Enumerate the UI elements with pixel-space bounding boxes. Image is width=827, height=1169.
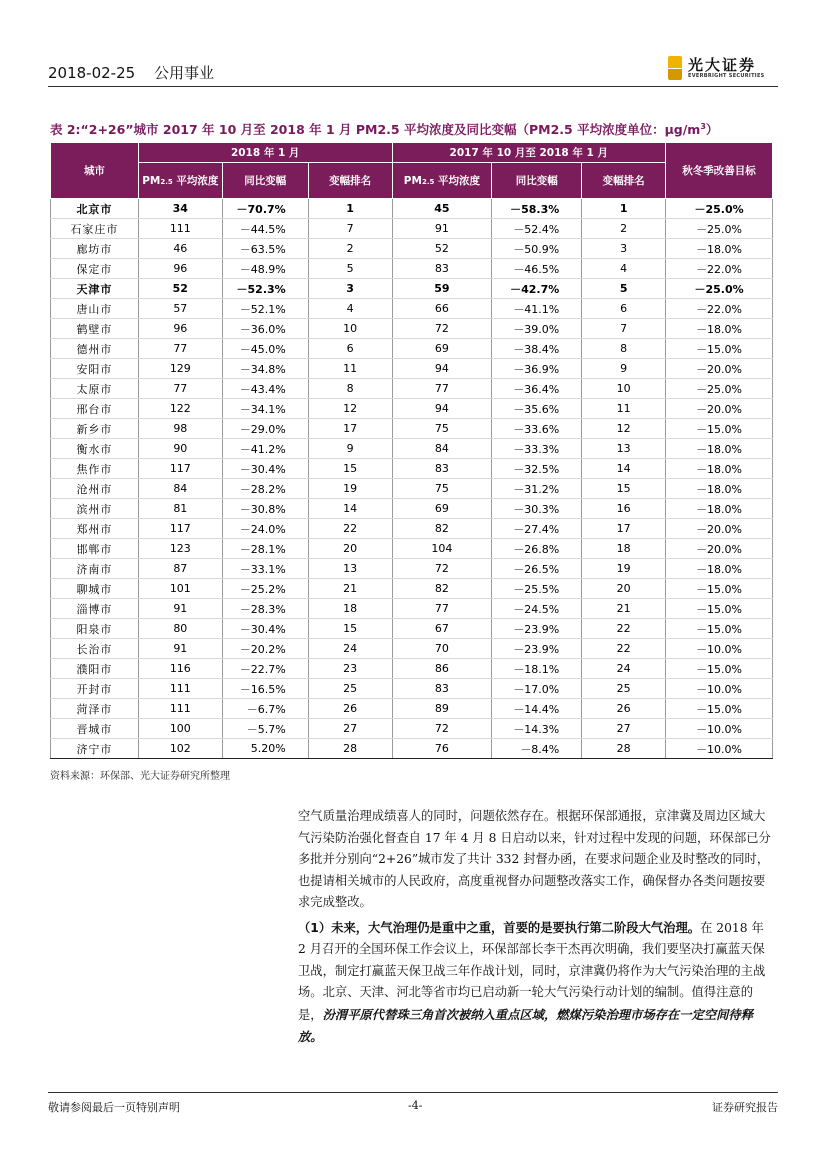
everbright-logo (668, 52, 778, 84)
cell-jan-rank: 27 (308, 719, 392, 739)
table-row (51, 479, 773, 499)
cell-jan-chg: －28.2% (222, 479, 308, 499)
cell-jan-rank: 4 (308, 299, 392, 319)
cell-jan-rank: 10 (308, 319, 392, 339)
cell-city: 北京市 (51, 199, 139, 219)
cell-city: 太原市 (51, 379, 139, 399)
header-period-rank: 变幅排名 (582, 163, 666, 199)
cell-jan-pm: 101 (138, 579, 222, 599)
cell-city: 郑州市 (51, 519, 139, 539)
cell-jan-chg: －28.1% (222, 539, 308, 559)
cell-p-rank: 6 (582, 299, 666, 319)
table-row (51, 579, 773, 599)
table-row (51, 519, 773, 539)
cell-jan-pm: 34 (138, 199, 222, 219)
cell-target: －10.0% (666, 679, 773, 699)
cell-jan-rank: 3 (308, 279, 392, 299)
cell-p-pm: 83 (392, 459, 492, 479)
cell-jan-chg: －16.5% (222, 679, 308, 699)
cell-target: －10.0% (666, 639, 773, 659)
cell-jan-rank: 8 (308, 379, 392, 399)
cell-p-chg: －46.5% (492, 259, 582, 279)
cell-target: －15.0% (666, 619, 773, 639)
cell-city: 焦作市 (51, 459, 139, 479)
table-title-main: 表 2:“2+26”城市 2017 年 10 月至 2018 年 1 月 PM2.5 平均浓度及同比变幅（PM2.5 平均浓度单位：μg/m (50, 122, 701, 137)
table-row (51, 599, 773, 619)
cell-p-pm: 69 (392, 339, 492, 359)
cell-city: 晋城市 (51, 719, 139, 739)
cell-p-pm: 66 (392, 299, 492, 319)
table-row (51, 739, 773, 759)
cell-p-rank: 17 (582, 519, 666, 539)
cell-jan-chg: －52.1% (222, 299, 308, 319)
paragraph-2-lead: （1）未来，大气治理仍是重中之重，首要的是要执行第二阶段大气治理。 (298, 920, 701, 935)
cell-target: －18.0% (666, 319, 773, 339)
cell-jan-pm: 87 (138, 559, 222, 579)
cell-jan-pm: 91 (138, 639, 222, 659)
cell-jan-rank: 13 (308, 559, 392, 579)
paragraph-2 (298, 918, 775, 1049)
cell-city: 唐山市 (51, 299, 139, 319)
cell-jan-pm: 111 (138, 679, 222, 699)
cell-city: 新乡市 (51, 419, 139, 439)
cell-p-chg: －30.3% (492, 499, 582, 519)
cell-jan-pm: 129 (138, 359, 222, 379)
cell-jan-rank: 24 (308, 639, 392, 659)
page-header (48, 50, 778, 86)
table-title-sup: 3 (700, 121, 706, 131)
cell-target: －15.0% (666, 599, 773, 619)
cell-p-chg: －35.6% (492, 399, 582, 419)
cell-target: －20.0% (666, 399, 773, 419)
cell-jan-rank: 20 (308, 539, 392, 559)
cell-target: －25.0% (666, 199, 773, 219)
cell-target: －10.0% (666, 719, 773, 739)
cell-p-chg: －23.9% (492, 639, 582, 659)
cell-p-chg: －33.6% (492, 419, 582, 439)
cell-jan-rank: 19 (308, 479, 392, 499)
table-row (51, 339, 773, 359)
cell-p-chg: －18.1% (492, 659, 582, 679)
table-row (51, 259, 773, 279)
cell-p-rank: 21 (582, 599, 666, 619)
cell-jan-rank: 28 (308, 739, 392, 759)
cell-p-chg: －27.4% (492, 519, 582, 539)
cell-jan-pm: 116 (138, 659, 222, 679)
table-row (51, 639, 773, 659)
table-row (51, 299, 773, 319)
cell-jan-pm: 102 (138, 739, 222, 759)
header-group-period: 2017 年 10 月至 2018 年 1 月 (392, 143, 666, 163)
cell-target: －15.0% (666, 659, 773, 679)
logo-text-en: EVERBRIGHT SECURITIES (688, 73, 765, 79)
cell-p-chg: －31.2% (492, 479, 582, 499)
cell-jan-pm: 122 (138, 399, 222, 419)
cell-city: 菏泽市 (51, 699, 139, 719)
cell-jan-chg: －45.0% (222, 339, 308, 359)
cell-p-rank: 25 (582, 679, 666, 699)
cell-jan-chg: －6.7% (222, 699, 308, 719)
cell-jan-chg: －30.4% (222, 619, 308, 639)
cell-p-rank: 15 (582, 479, 666, 499)
cell-p-pm: 86 (392, 659, 492, 679)
cell-target: －18.0% (666, 459, 773, 479)
cell-jan-chg: －5.7% (222, 719, 308, 739)
cell-jan-chg: －33.1% (222, 559, 308, 579)
cell-p-chg: －50.9% (492, 239, 582, 259)
cell-p-rank: 22 (582, 639, 666, 659)
cell-p-chg: －26.5% (492, 559, 582, 579)
cell-p-chg: －14.4% (492, 699, 582, 719)
logo-mark-icon (668, 56, 682, 80)
cell-p-rank: 4 (582, 259, 666, 279)
cell-jan-pm: 80 (138, 619, 222, 639)
table-row (51, 219, 773, 239)
cell-p-pm: 67 (392, 619, 492, 639)
header-jan-rank: 变幅排名 (308, 163, 392, 199)
header-meta (48, 62, 228, 83)
cell-p-pm: 59 (392, 279, 492, 299)
table-row (51, 319, 773, 339)
cell-p-pm: 72 (392, 319, 492, 339)
cell-jan-chg: －36.0% (222, 319, 308, 339)
cell-target: －25.0% (666, 279, 773, 299)
cell-p-chg: －36.9% (492, 359, 582, 379)
cell-p-chg: －33.3% (492, 439, 582, 459)
table-body (51, 199, 773, 759)
cell-p-pm: 75 (392, 479, 492, 499)
table-row (51, 459, 773, 479)
cell-p-chg: －52.4% (492, 219, 582, 239)
cell-p-chg: －36.4% (492, 379, 582, 399)
header-city: 城市 (51, 143, 139, 199)
cell-jan-pm: 81 (138, 499, 222, 519)
cell-jan-rank: 14 (308, 499, 392, 519)
cell-city: 安阳市 (51, 359, 139, 379)
footer-report-type: 证券研究报告 (712, 1101, 778, 1114)
report-sector: 公用事业 (153, 64, 214, 82)
cell-jan-pm: 77 (138, 379, 222, 399)
table-row (51, 439, 773, 459)
cell-city: 济宁市 (51, 739, 139, 759)
header-period-pm: PM2.5 平均浓度 (392, 163, 492, 199)
table-row (51, 699, 773, 719)
cell-jan-chg: －29.0% (222, 419, 308, 439)
paragraph-2-emphasis: 汾渭平原代替珠三角首次被纳入重点区域，燃煤污染治理市场存在一定空间待释放。 (298, 1006, 754, 1044)
cell-jan-chg: －30.8% (222, 499, 308, 519)
cell-jan-chg: －43.4% (222, 379, 308, 399)
cell-city: 濮阳市 (51, 659, 139, 679)
cell-jan-pm: 100 (138, 719, 222, 739)
cell-jan-chg: －24.0% (222, 519, 308, 539)
cell-jan-chg: －52.3% (222, 279, 308, 299)
cell-city: 开封市 (51, 679, 139, 699)
cell-p-rank: 2 (582, 219, 666, 239)
cell-city: 德州市 (51, 339, 139, 359)
cell-jan-rank: 9 (308, 439, 392, 459)
cell-city: 天津市 (51, 279, 139, 299)
cell-jan-rank: 5 (308, 259, 392, 279)
footer-disclaimer: 敬请参阅最后一页特别声明 (48, 1101, 180, 1114)
cell-jan-chg: －44.5% (222, 219, 308, 239)
cell-p-pm: 69 (392, 499, 492, 519)
cell-p-chg: －41.1% (492, 299, 582, 319)
table-row (51, 279, 773, 299)
cell-p-rank: 27 (582, 719, 666, 739)
cell-jan-chg: －34.8% (222, 359, 308, 379)
cell-target: －20.0% (666, 539, 773, 559)
cell-jan-rank: 7 (308, 219, 392, 239)
cell-p-chg: －38.4% (492, 339, 582, 359)
cell-jan-chg: －20.2% (222, 639, 308, 659)
cell-jan-pm: 117 (138, 459, 222, 479)
cell-p-pm: 76 (392, 739, 492, 759)
cell-p-rank: 18 (582, 539, 666, 559)
cell-city: 长治市 (51, 639, 139, 659)
cell-p-pm: 82 (392, 579, 492, 599)
cell-jan-rank: 23 (308, 659, 392, 679)
paragraph-1: 空气质量治理成绩喜人的同时，问题依然存在。根据环保部通报，京津冀及周边区域大气污染防治强化督查自 17 年 4 月 8 日启动以来，针对过程中发现的问题，环保部已分多批并分别向“2+26”城市发了共计 332 封督办函，在要求问题企业及时整改的同时，也提请相关城市的人民政府，高度重视督办问题整改落实工作，确保督办各类问题按要求完成整改。 (298, 809, 771, 909)
cell-target: －18.0% (666, 559, 773, 579)
cell-jan-rank: 22 (308, 519, 392, 539)
cell-p-pm: 94 (392, 399, 492, 419)
cell-p-rank: 1 (582, 199, 666, 219)
cell-p-rank: 19 (582, 559, 666, 579)
cell-p-chg: －58.3% (492, 199, 582, 219)
footer-divider (48, 1092, 778, 1093)
header-target: 秋冬季改善目标 (666, 143, 773, 199)
table-row (51, 619, 773, 639)
table-title-end: ） (705, 122, 719, 137)
cell-jan-pm: 96 (138, 259, 222, 279)
cell-target: －20.0% (666, 359, 773, 379)
cell-target: －15.0% (666, 579, 773, 599)
cell-jan-chg: －63.5% (222, 239, 308, 259)
cell-target: －10.0% (666, 739, 773, 759)
cell-p-chg: －26.8% (492, 539, 582, 559)
cell-jan-pm: 90 (138, 439, 222, 459)
table-row (51, 539, 773, 559)
cell-jan-rank: 11 (308, 359, 392, 379)
cell-jan-pm: 91 (138, 599, 222, 619)
paragraph-2-text: 在 2018 年 2 月召开的全国环保工作会议上，环保部部长李干杰再次明确，我们要坚决打赢蓝天保卫战，制定打赢蓝天保卫战三年作战计划，同时，京津冀仍将作为大气污染治理的主战场。北京、天津、河北等省市均已启动新一轮大气污染行动计划的编制。值得注意的是， (298, 920, 766, 1022)
cell-p-chg: －8.4% (492, 739, 582, 759)
cell-jan-chg: －30.4% (222, 459, 308, 479)
cell-p-pm: 70 (392, 639, 492, 659)
cell-target: －18.0% (666, 439, 773, 459)
cell-p-pm: 84 (392, 439, 492, 459)
table-title (50, 120, 780, 138)
cell-p-chg: －32.5% (492, 459, 582, 479)
table-row (51, 199, 773, 219)
cell-p-pm: 77 (392, 599, 492, 619)
cell-p-pm: 104 (392, 539, 492, 559)
table-row (51, 559, 773, 579)
cell-jan-rank: 21 (308, 579, 392, 599)
cell-p-rank: 11 (582, 399, 666, 419)
cell-jan-rank: 15 (308, 619, 392, 639)
cell-jan-pm: 46 (138, 239, 222, 259)
cell-target: －15.0% (666, 699, 773, 719)
cell-jan-pm: 111 (138, 219, 222, 239)
cell-p-chg: －25.5% (492, 579, 582, 599)
page-number: -4- (408, 1099, 423, 1112)
cell-p-chg: －14.3% (492, 719, 582, 739)
cell-city: 沧州市 (51, 479, 139, 499)
cell-jan-rank: 6 (308, 339, 392, 359)
cell-p-rank: 9 (582, 359, 666, 379)
cell-p-rank: 28 (582, 739, 666, 759)
cell-p-chg: －17.0% (492, 679, 582, 699)
cell-p-pm: 72 (392, 559, 492, 579)
cell-target: －22.0% (666, 299, 773, 319)
cell-city: 淄博市 (51, 599, 139, 619)
cell-p-rank: 5 (582, 279, 666, 299)
cell-city: 聊城市 (51, 579, 139, 599)
cell-p-rank: 16 (582, 499, 666, 519)
cell-p-rank: 10 (582, 379, 666, 399)
cell-p-chg: －42.7% (492, 279, 582, 299)
cell-p-chg: －39.0% (492, 319, 582, 339)
cell-jan-chg: －28.3% (222, 599, 308, 619)
cell-p-rank: 7 (582, 319, 666, 339)
cell-jan-chg: －34.1% (222, 399, 308, 419)
cell-city: 保定市 (51, 259, 139, 279)
cell-p-pm: 83 (392, 679, 492, 699)
table-row (51, 719, 773, 739)
cell-p-pm: 75 (392, 419, 492, 439)
cell-p-rank: 24 (582, 659, 666, 679)
cell-p-pm: 83 (392, 259, 492, 279)
cell-city: 鹤壁市 (51, 319, 139, 339)
cell-target: －25.0% (666, 219, 773, 239)
header-period-yoy: 同比变幅 (492, 163, 582, 199)
cell-jan-chg: －41.2% (222, 439, 308, 459)
header-group-jan: 2018 年 1 月 (138, 143, 392, 163)
cell-p-chg: －24.5% (492, 599, 582, 619)
cell-p-pm: 89 (392, 699, 492, 719)
cell-jan-rank: 26 (308, 699, 392, 719)
cell-jan-pm: 57 (138, 299, 222, 319)
table-source: 资料来源：环保部、光大证券研究所整理 (50, 771, 230, 782)
cell-jan-chg: －48.9% (222, 259, 308, 279)
cell-p-pm: 45 (392, 199, 492, 219)
pm25-table (50, 142, 773, 759)
report-date: 2018-02-25 (48, 64, 136, 82)
cell-jan-pm: 123 (138, 539, 222, 559)
cell-city: 邯郸市 (51, 539, 139, 559)
cell-p-rank: 3 (582, 239, 666, 259)
cell-target: －18.0% (666, 479, 773, 499)
table-row (51, 419, 773, 439)
cell-target: －20.0% (666, 519, 773, 539)
cell-jan-rank: 15 (308, 459, 392, 479)
cell-city: 廊坊市 (51, 239, 139, 259)
cell-p-pm: 52 (392, 239, 492, 259)
cell-jan-chg: －22.7% (222, 659, 308, 679)
cell-city: 石家庄市 (51, 219, 139, 239)
cell-jan-chg: 5.20% (222, 739, 308, 759)
header-jan-yoy: 同比变幅 (222, 163, 308, 199)
cell-city: 济南市 (51, 559, 139, 579)
cell-jan-pm: 77 (138, 339, 222, 359)
table-row (51, 359, 773, 379)
cell-target: －25.0% (666, 379, 773, 399)
cell-p-rank: 12 (582, 419, 666, 439)
cell-target: －18.0% (666, 239, 773, 259)
body-text (298, 806, 775, 1049)
cell-p-chg: －23.9% (492, 619, 582, 639)
cell-jan-rank: 18 (308, 599, 392, 619)
cell-p-rank: 26 (582, 699, 666, 719)
cell-jan-pm: 111 (138, 699, 222, 719)
cell-jan-chg: －25.2% (222, 579, 308, 599)
cell-jan-chg: －70.7% (222, 199, 308, 219)
cell-target: －15.0% (666, 419, 773, 439)
cell-jan-pm: 96 (138, 319, 222, 339)
table-row (51, 679, 773, 699)
cell-jan-pm: 117 (138, 519, 222, 539)
cell-p-rank: 22 (582, 619, 666, 639)
logo-text-cn: 光大证券 (688, 56, 757, 74)
cell-p-pm: 94 (392, 359, 492, 379)
cell-p-rank: 13 (582, 439, 666, 459)
cell-jan-pm: 84 (138, 479, 222, 499)
cell-jan-rank: 1 (308, 199, 392, 219)
cell-jan-rank: 17 (308, 419, 392, 439)
cell-jan-rank: 2 (308, 239, 392, 259)
cell-target: －22.0% (666, 259, 773, 279)
cell-city: 阳泉市 (51, 619, 139, 639)
cell-p-rank: 14 (582, 459, 666, 479)
cell-jan-pm: 98 (138, 419, 222, 439)
cell-p-pm: 82 (392, 519, 492, 539)
table-row (51, 499, 773, 519)
header-divider (48, 86, 778, 87)
cell-jan-pm: 52 (138, 279, 222, 299)
cell-p-pm: 77 (392, 379, 492, 399)
cell-target: －18.0% (666, 499, 773, 519)
table-row (51, 239, 773, 259)
table-row (51, 379, 773, 399)
cell-jan-rank: 12 (308, 399, 392, 419)
cell-p-pm: 72 (392, 719, 492, 739)
cell-city: 衡水市 (51, 439, 139, 459)
cell-p-pm: 91 (392, 219, 492, 239)
cell-city: 邢台市 (51, 399, 139, 419)
header-jan-pm: PM2.5 平均浓度 (138, 163, 222, 199)
table-row (51, 399, 773, 419)
cell-p-rank: 8 (582, 339, 666, 359)
cell-target: －15.0% (666, 339, 773, 359)
cell-city: 滨州市 (51, 499, 139, 519)
table-row (51, 659, 773, 679)
cell-jan-rank: 25 (308, 679, 392, 699)
cell-p-rank: 20 (582, 579, 666, 599)
